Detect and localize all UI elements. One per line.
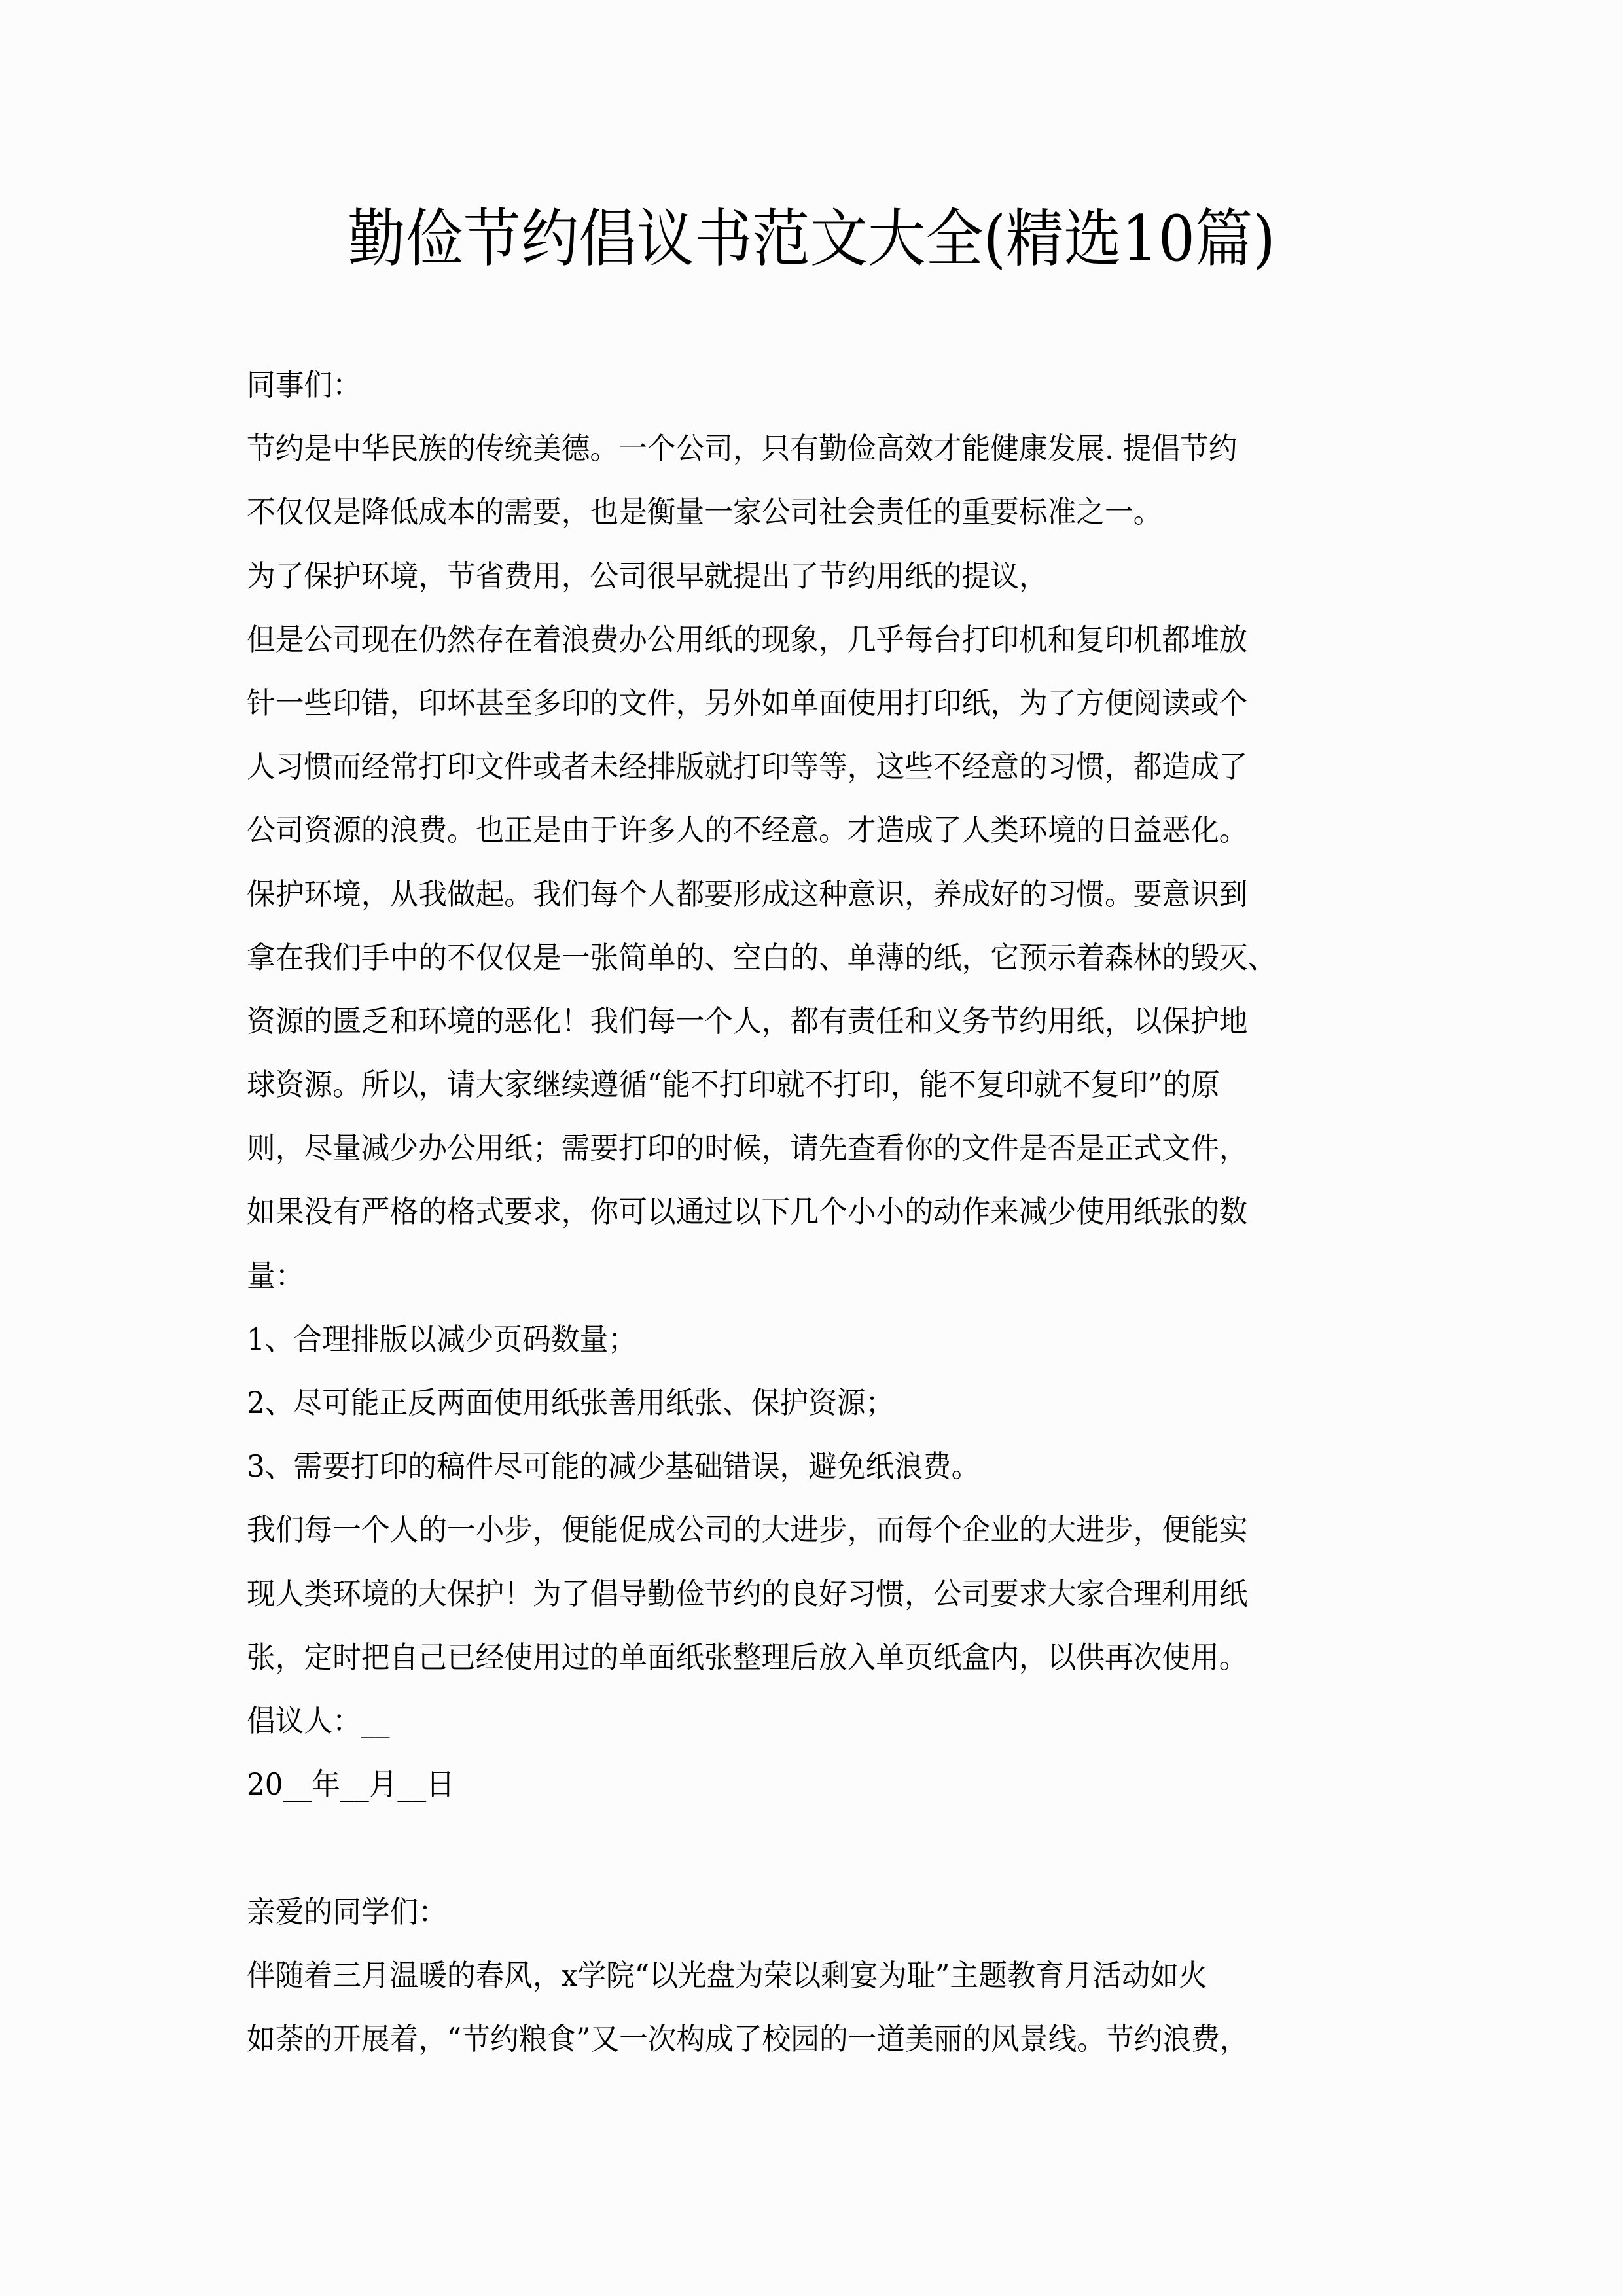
paragraph-line: 不仅仅是降低成本的需要，也是衡量一家公司社会责任的重要标准之一。 [247,494,1162,530]
document-title: 勤俭节约倡议书范文大全(精选10篇) [348,202,1275,276]
section-spacer [247,1816,1385,1880]
paragraph-line: 针一些印错，印坏甚至多印的文件，另外如单面使用打印纸，为了方便阅读或个 [247,685,1248,721]
paragraph-line: 公司资源的浪费。也正是由于许多人的不经意。才造成了人类环境的日益恶化。 [247,812,1248,848]
salutation-colleagues: 同事们： [247,367,361,403]
paragraph-line: 则，尽量减少办公用纸；需要打印的时候，请先查看你的文件是否是正式文件， [247,1130,1248,1166]
paragraph-line: 如果没有严格的格式要求，你可以通过以下几个小小的动作来减少使用纸张的数 [247,1194,1248,1230]
paragraph-line: 张，定时把自己已经使用过的单面纸张整理后放入单页纸盒内，以供再次使用。 [247,1639,1248,1675]
salutation-students: 亲爱的同学们： [247,1893,447,1929]
paragraph-line: 资源的匮乏和环境的恶化！我们每一个人，都有责任和义务节约用纸，以保护地 [247,1003,1248,1039]
paragraph-line: 为了保护环境，节省费用，公司很早就提出了节约用纸的提议， [247,558,1048,594]
date-line: 20__年__月__日 [247,1767,455,1803]
signer-line: 倡议人：__ [247,1702,390,1738]
paragraph-line: 现人类环境的大保护！为了倡导勤俭节约的良好习惯，公司要求大家合理利用纸 [247,1575,1248,1611]
paragraph-line: 保护环境，从我做起。我们每个人都要形成这种意识，养成好的习惯。要意识到 [247,876,1248,912]
paragraph-line: 伴随着三月温暖的春风，x学院“以光盘为荣以剩宴为耻”主题教育月活动如火 [247,1957,1207,1993]
document-body [247,353,1385,2071]
paragraph-line: 但是公司现在仍然存在着浪费办公用纸的现象，几乎每台打印机和复印机都堆放 [247,621,1248,657]
paragraph-line: 拿在我们手中的不仅仅是一张简单的、空白的、单薄的纸，它预示着森林的毁灭、 [247,939,1277,975]
paragraph-line: 如荼的开展着，“节约粮食”又一次构成了校园的一道美丽的风景线。节约浪费， [247,2020,1249,2056]
list-item-2: 2、尽可能正反两面使用纸张善用纸张、保护资源； [247,1385,895,1420]
list-item-3: 3、需要打印的稿件尽可能的减少基础错误，避免纸浪费。 [247,1448,980,1484]
paragraph-line: 我们每一个人的一小步，便能促成公司的大进步，而每个企业的大进步，便能实 [247,1512,1248,1548]
paragraph-line: 量： [247,1257,304,1293]
paragraph-line: 节约是中华民族的传统美德。一个公司，只有勤俭高效才能健康发展. 提倡节约 [247,431,1238,467]
paragraph-line: 人习惯而经常打印文件或者未经排版就打印等等，这些不经意的习惯，都造成了 [247,749,1248,785]
list-item-1: 1、合理排版以减少页码数量； [247,1321,637,1357]
paragraph-line: 球资源。所以，请大家继续遵循“能不打印就不打印，能不复印就不复印”的原 [247,1067,1220,1103]
